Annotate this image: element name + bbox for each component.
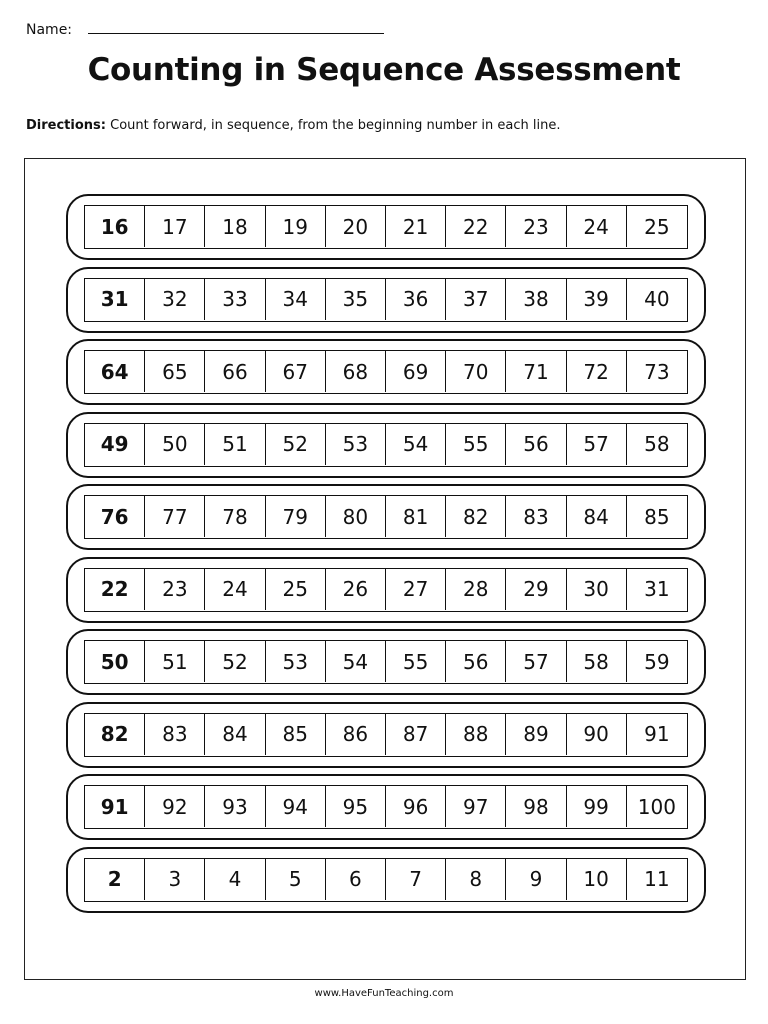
answer-cell[interactable]: 99 <box>567 786 627 827</box>
name-write-line[interactable] <box>88 33 384 34</box>
answer-cell[interactable]: 85 <box>266 714 326 755</box>
start-number-cell: 50 <box>85 641 145 682</box>
answer-cell[interactable]: 96 <box>386 786 446 827</box>
answer-cell[interactable]: 29 <box>506 569 566 610</box>
answer-cell[interactable]: 32 <box>145 279 205 320</box>
sequence-row <box>66 774 706 840</box>
answer-cell[interactable]: 77 <box>145 496 205 537</box>
sequence-row <box>66 412 706 478</box>
sequence-rows <box>66 194 706 919</box>
answer-cell[interactable]: 54 <box>386 424 446 465</box>
answer-cell[interactable]: 56 <box>506 424 566 465</box>
answer-cell[interactable]: 93 <box>205 786 265 827</box>
answer-cell[interactable]: 28 <box>446 569 506 610</box>
answer-cell[interactable]: 97 <box>446 786 506 827</box>
answer-cell[interactable]: 34 <box>266 279 326 320</box>
answer-cell[interactable]: 94 <box>266 786 326 827</box>
sequence-cells <box>84 423 688 467</box>
answer-cell[interactable]: 3 <box>145 859 205 900</box>
sequence-cells <box>84 495 688 539</box>
answer-cell[interactable]: 65 <box>145 351 205 392</box>
answer-cell[interactable]: 8 <box>446 859 506 900</box>
start-number-cell: 31 <box>85 279 145 320</box>
sequence-cells <box>84 278 688 322</box>
start-number-cell: 49 <box>85 424 145 465</box>
answer-cell[interactable]: 87 <box>386 714 446 755</box>
sequence-row <box>66 702 706 768</box>
directions-text: Count forward, in sequence, from the beginning number in each line. <box>105 118 561 133</box>
answer-cell[interactable]: 84 <box>567 496 627 537</box>
page-title: Counting in Sequence Assessment <box>87 52 681 88</box>
answer-cell[interactable]: 4 <box>205 859 265 900</box>
answer-cell[interactable]: 35 <box>326 279 386 320</box>
website-footer: www.HaveFunTeaching.com <box>314 988 454 999</box>
answer-cell[interactable]: 72 <box>567 351 627 392</box>
answer-cell[interactable]: 21 <box>386 206 446 247</box>
answer-cell[interactable]: 89 <box>506 714 566 755</box>
answer-cell[interactable]: 23 <box>506 206 566 247</box>
sequence-row <box>66 484 706 550</box>
sequence-cells <box>84 713 688 757</box>
sequence-cells <box>84 205 688 249</box>
answer-cell[interactable]: 10 <box>567 859 627 900</box>
sequence-cells <box>84 350 688 394</box>
start-number-cell: 64 <box>85 351 145 392</box>
answer-cell[interactable]: 78 <box>205 496 265 537</box>
answer-cell[interactable]: 31 <box>644 577 670 601</box>
answer-cell[interactable]: 40 <box>644 287 670 311</box>
answer-cell[interactable]: 26 <box>326 569 386 610</box>
answer-cell[interactable]: 25 <box>644 214 670 239</box>
answer-cell[interactable]: 27 <box>386 569 446 610</box>
sequence-cells <box>84 568 688 612</box>
answer-cell[interactable]: 33 <box>205 279 265 320</box>
answer-cell[interactable]: 36 <box>386 279 446 320</box>
answer-cell[interactable]: 70 <box>446 351 506 392</box>
answer-cell[interactable]: 68 <box>326 351 386 392</box>
answer-cell[interactable]: 69 <box>386 351 446 392</box>
answer-cell[interactable]: 58 <box>644 432 670 456</box>
answer-cell[interactable]: 38 <box>506 279 566 320</box>
name-field-row <box>26 22 384 38</box>
answer-cell[interactable]: 80 <box>326 496 386 537</box>
answer-cell[interactable]: 5 <box>266 859 326 900</box>
answer-cell[interactable]: 98 <box>506 786 566 827</box>
answer-cell[interactable]: 55 <box>446 424 506 465</box>
sequence-row <box>66 194 706 260</box>
answer-cell[interactable]: 51 <box>205 424 265 465</box>
answer-cell[interactable]: 52 <box>266 424 326 465</box>
answer-cell[interactable]: 7 <box>386 859 446 900</box>
sequence-cells <box>84 785 688 829</box>
answer-cell[interactable]: 19 <box>266 206 326 247</box>
answer-cell[interactable]: 57 <box>567 424 627 465</box>
answer-cell[interactable]: 58 <box>567 641 627 682</box>
answer-cell[interactable]: 25 <box>266 569 326 610</box>
answer-cell[interactable]: 66 <box>205 351 265 392</box>
answer-cell[interactable]: 23 <box>145 569 205 610</box>
answer-cell[interactable]: 95 <box>326 786 386 827</box>
answer-cell[interactable]: 51 <box>145 641 205 682</box>
directions-label: Directions: <box>26 118 106 133</box>
answer-cell[interactable]: 9 <box>506 859 566 900</box>
answer-cell[interactable]: 37 <box>446 279 506 320</box>
answer-cell[interactable]: 100 <box>637 794 676 819</box>
sequence-row <box>66 557 706 623</box>
answer-cell[interactable]: 82 <box>446 496 506 537</box>
start-number-cell: 91 <box>85 786 145 827</box>
sequence-cells <box>84 640 688 684</box>
start-number-cell: 76 <box>85 496 145 537</box>
start-number-cell: 82 <box>85 714 145 755</box>
answer-cell[interactable]: 90 <box>567 714 627 755</box>
answer-cell[interactable]: 83 <box>145 714 205 755</box>
sequence-row <box>66 339 706 405</box>
answer-cell[interactable]: 18 <box>205 206 265 247</box>
answer-cell[interactable]: 67 <box>266 351 326 392</box>
answer-cell[interactable]: 86 <box>326 714 386 755</box>
name-label: Name: <box>26 22 73 38</box>
start-number-cell: 2 <box>85 859 145 900</box>
answer-cell[interactable]: 20 <box>326 206 386 247</box>
directions <box>26 118 560 133</box>
answer-cell[interactable]: 22 <box>446 206 506 247</box>
answer-cell[interactable]: 55 <box>386 641 446 682</box>
answer-cell[interactable]: 84 <box>205 714 265 755</box>
answer-cell[interactable]: 52 <box>205 641 265 682</box>
answer-cell[interactable]: 85 <box>644 504 670 529</box>
sequence-cells <box>84 858 688 902</box>
answer-cell[interactable]: 88 <box>446 714 506 755</box>
sequence-row <box>66 847 706 913</box>
answer-cell[interactable]: 50 <box>145 424 205 465</box>
start-number-cell: 16 <box>85 206 145 247</box>
sequence-row <box>66 629 706 695</box>
answer-cell[interactable]: 24 <box>567 206 627 247</box>
answer-cell[interactable]: 92 <box>145 786 205 827</box>
answer-cell[interactable]: 83 <box>506 496 566 537</box>
answer-cell[interactable]: 81 <box>386 496 446 537</box>
sequence-row <box>66 267 706 333</box>
answer-cell[interactable]: 11 <box>644 867 670 891</box>
answer-cell[interactable]: 24 <box>205 569 265 610</box>
answer-cell[interactable]: 53 <box>326 424 386 465</box>
answer-cell[interactable]: 53 <box>266 641 326 682</box>
answer-cell[interactable]: 71 <box>506 351 566 392</box>
answer-cell[interactable]: 91 <box>644 722 670 746</box>
answer-cell[interactable]: 56 <box>446 641 506 682</box>
answer-cell[interactable]: 54 <box>326 641 386 682</box>
answer-cell[interactable]: 79 <box>266 496 326 537</box>
answer-cell[interactable]: 39 <box>567 279 627 320</box>
answer-cell[interactable]: 57 <box>506 641 566 682</box>
start-number-cell: 22 <box>85 569 145 610</box>
answer-cell[interactable]: 59 <box>644 649 670 674</box>
answer-cell[interactable]: 73 <box>644 359 670 384</box>
answer-cell[interactable]: 17 <box>145 206 205 247</box>
answer-cell[interactable]: 6 <box>326 859 386 900</box>
answer-cell[interactable]: 30 <box>567 569 627 610</box>
